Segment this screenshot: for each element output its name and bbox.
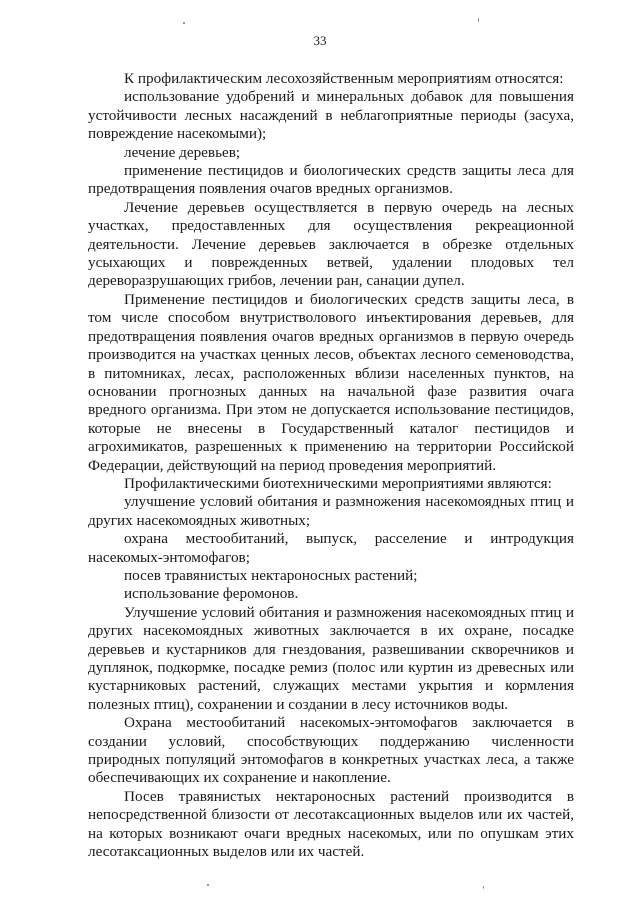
- paragraph-list-nectar-plants: посев травянистых нектароносных растений;: [124, 566, 418, 584]
- paragraph-pesticides-application: Применение пестицидов и биологических средств защиты леса, в том числе способом внутристволового инъектирования деревьев, для предотвращения появления очагов вредных организмов в первую очередь производится на участках ценных лесов, объектах лесного семеноводства, в питомниках, лесах, расположенных вблизи населенных пунктов, на основании прогнозных данных на начальной фазе развития очага вредного организма. При этом не допускается использование пестицидов, которые не внесены в Государственный каталог пестицидов и агрохимикатов, разрешенных к применению на территории Российской Федерации, действующий на период проведения мероприятий.: [88, 290, 574, 474]
- scan-speck: [207, 884, 209, 886]
- paragraph-list-entomophages: охрана местообитаний, выпуск, расселение и интродукция насекомых-энтомофагов;: [88, 530, 574, 566]
- paragraph-list-pesticides: применение пестицидов и биологических средств защиты леса для предотвращения появления очагов вредных организмов.: [88, 162, 574, 198]
- paragraph-list-fertilizers: использование удобрений и минеральных добавок для повышения устойчивости лесных насаждений в неблагоприятные периоды (засуха, повреждение насекомыми);: [88, 88, 574, 143]
- paragraph-list-pheromones: использование феромонов.: [124, 585, 299, 603]
- scan-speck: [478, 18, 479, 22]
- paragraph-list-tree-treatment: лечение деревьев;: [124, 143, 241, 161]
- paragraph-tree-treatment: Лечение деревьев осуществляется в первую очередь на лесных участках, предоставленных для осуществления рекреационной деятельности. Лечение деревьев заключается в обрезке отдельных усыхающих и поврежденных ветвей, удалении плодовых тел дереворазрушающих грибов, лечении ран, санации дупел.: [88, 198, 574, 290]
- paragraph-intro-biotech: Профилактическими биотехническими мероприятиями являются:: [124, 474, 552, 492]
- scan-speck: [483, 886, 484, 889]
- scan-speck: [183, 22, 185, 24]
- paragraph-entomophages-protection: Охрана местообитаний насекомых-энтомофагов заключается в создании условий, способствующих поддержанию численности природных популяций энтомофагов в конкретных участках леса, а также обеспечивающих их сохранение и накопление.: [88, 714, 574, 787]
- paragraph-list-birds: улучшение условий обитания и размножения насекомоядных птиц и других насекомоядных животных;: [88, 493, 574, 529]
- page-number: 33: [313, 33, 327, 48]
- document-body: [88, 70, 574, 861]
- paragraph-birds-habitat: Улучшение условий обитания и размножения насекомоядных птиц и других насекомоядных животных заключается в их охране, посадке деревьев и кустарников для гнездования, развешивании скворечников и дуплянок, подкормке, посадке ремиз (полос или куртин из древесных или кустарниковых растений, служащих местами укрытия и кормления полезных птиц), сохранении и создании в лесу источников воды.: [88, 603, 574, 713]
- paragraph-nectar-plants-sowing: Посев травянистых нектароносных растений производится в непосредственной близости от лесотаксационных выделов или их частей, на которых возникают очаги вредных насекомых, или по опушкам этих лесотаксационных выделов или их частей.: [88, 787, 574, 861]
- paragraph-intro-lesohoz: К профилактическим лесохозяйственным мероприятиям относятся:: [124, 70, 564, 87]
